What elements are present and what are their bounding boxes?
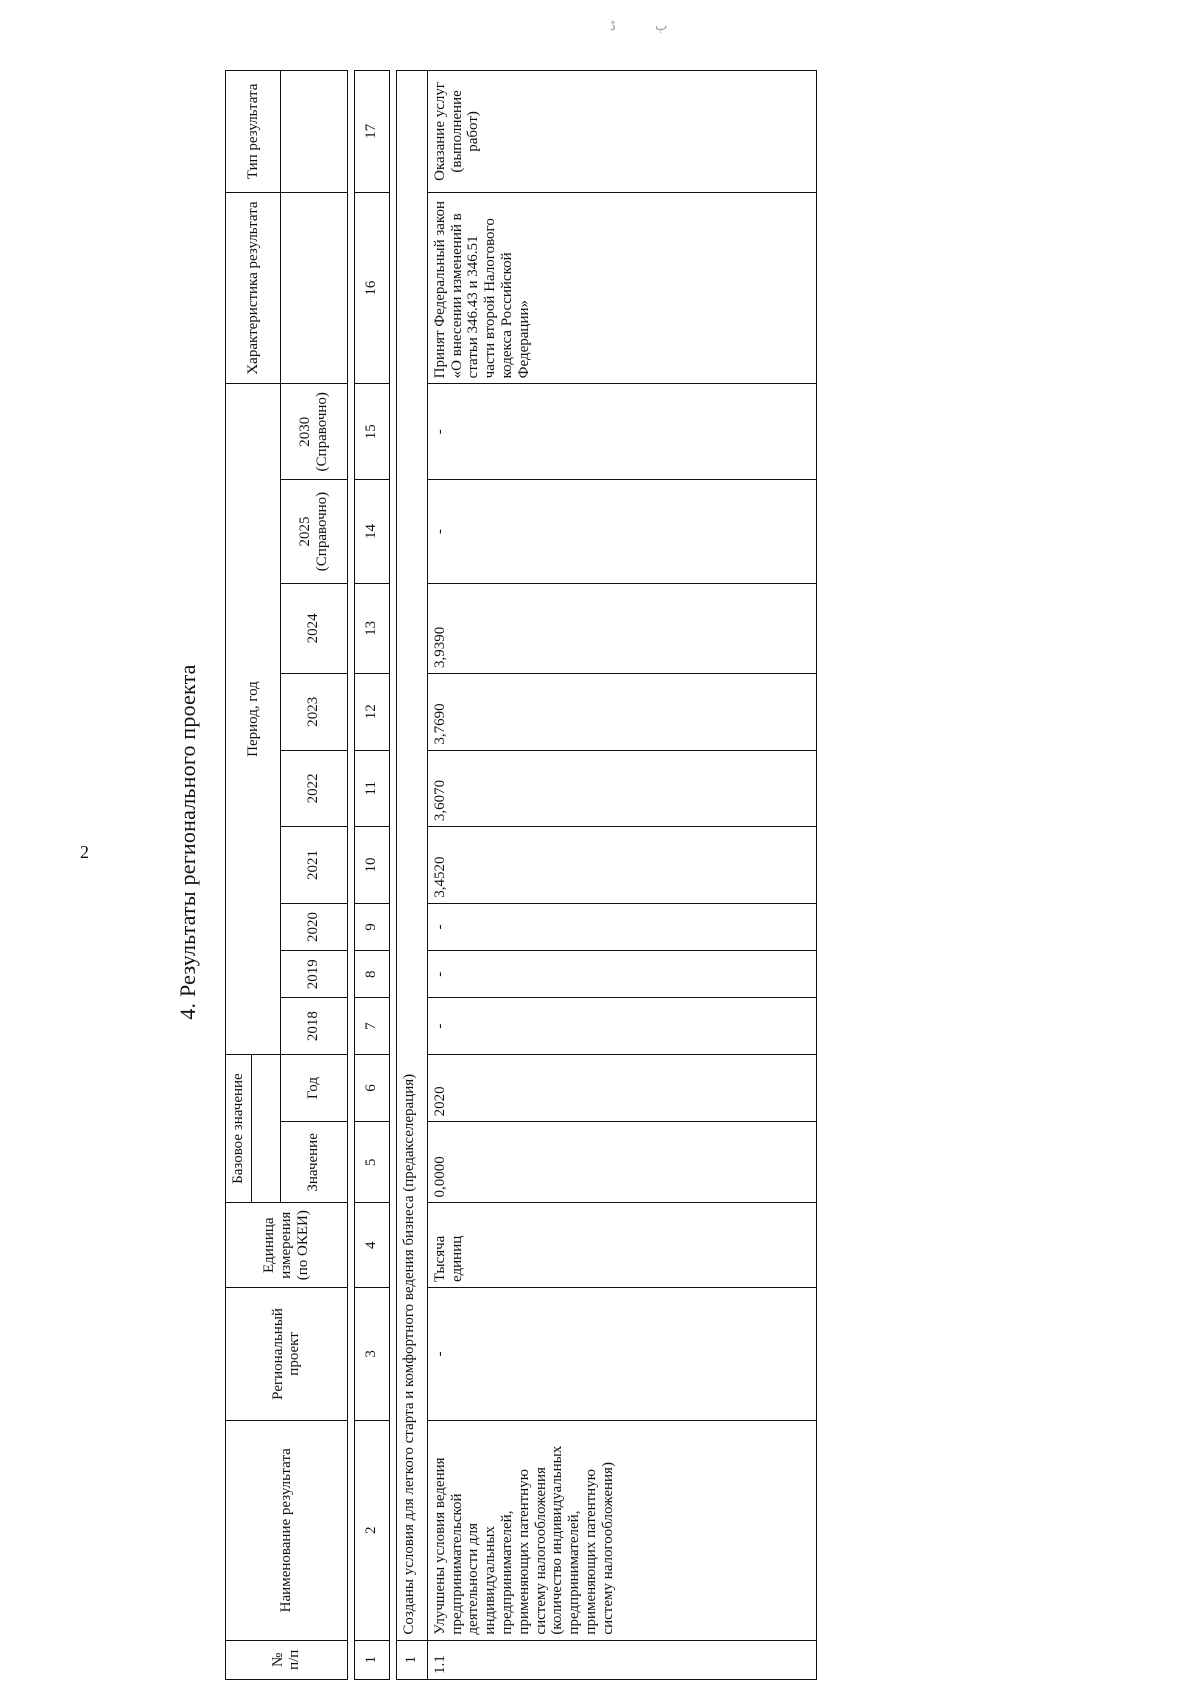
header-year: 2020 — [280, 903, 347, 950]
header-year: 2021 — [280, 827, 347, 904]
header-base-value: Базовое значение — [226, 1054, 252, 1203]
table-gap — [347, 71, 354, 1680]
header-base-year: Год — [280, 1054, 347, 1122]
header-characteristic: Характеристика результата — [226, 192, 281, 384]
column-number: 10 — [354, 827, 389, 904]
row-base-year: 2020 — [427, 1054, 816, 1122]
row-type: Оказание услуг (выполнение работ) — [427, 71, 816, 193]
header-regional-project: Региональный проект — [226, 1287, 348, 1420]
row-value: 3,7690 — [427, 673, 816, 750]
column-number: 11 — [354, 750, 389, 827]
header-year: 2030 (Справочно) — [280, 384, 347, 480]
header-year: 2024 — [280, 583, 347, 673]
column-numbers-row — [354, 71, 389, 1680]
header-year: 2018 — [280, 998, 347, 1054]
header-name: Наименование результата — [226, 1420, 348, 1640]
page-number: 2 — [80, 842, 89, 862]
column-number: 9 — [354, 903, 389, 950]
header-year: 2025 (Справочно) — [280, 480, 347, 584]
column-number: 16 — [354, 192, 389, 384]
column-number: 1 — [354, 1640, 389, 1679]
scan-mark: ڈ — [610, 18, 616, 33]
row-base-value: 0,0000 — [427, 1122, 816, 1203]
row-value: - — [427, 480, 816, 584]
row-value: - — [427, 998, 816, 1054]
row-value: 3,9390 — [427, 583, 816, 673]
header-period: Период, год — [226, 384, 281, 1054]
header-year: 2023 — [280, 673, 347, 750]
row-regional-project: - — [427, 1287, 816, 1420]
header-base-val: Значение — [280, 1122, 347, 1203]
row-num: 1.1 — [427, 1640, 816, 1679]
column-number: 2 — [354, 1420, 389, 1640]
column-number: 13 — [354, 583, 389, 673]
header-year: 2022 — [280, 750, 347, 827]
row-value: 3,6070 — [427, 750, 816, 827]
column-number: 5 — [354, 1122, 389, 1203]
header-type-empty — [280, 71, 347, 193]
column-number: 12 — [354, 673, 389, 750]
column-number: 15 — [354, 384, 389, 480]
column-number: 7 — [354, 998, 389, 1054]
column-number: 3 — [354, 1287, 389, 1420]
header-type: Тип результата — [226, 71, 281, 193]
row-value: - — [427, 951, 816, 998]
row-characteristic: Принят Федеральный закон «О внесении изменений в статьи 346.43 и 346.51 части второй Налогового кодекса Российской Федерации» — [427, 192, 816, 384]
page-title: 4. Результаты регионального проекта — [175, 664, 200, 1020]
results-table — [225, 70, 817, 1680]
section-title: Созданы условия для легкого старта и комфортного ведения бизнеса (предакселерация) — [396, 71, 427, 1641]
row-name: Улучшены условия ведения предпринимательской деятельности для индивидуальных предпринимателей, применяющих патентную систему налогообложения (количество индивидуальных предпринимателей, применяющих патентную систему налогообложения) — [427, 1420, 816, 1640]
header-unit: Единица измерения (по ОКЕИ) — [226, 1203, 348, 1288]
results-table-wrapper — [225, 70, 925, 1680]
header-num: № п/п — [226, 1640, 348, 1679]
row-value: - — [427, 384, 816, 480]
row-value: - — [427, 903, 816, 950]
row-unit: Тысяча единиц — [427, 1203, 816, 1288]
table-row — [427, 71, 816, 1680]
table-gap — [389, 71, 396, 1680]
section-row — [396, 71, 427, 1680]
section-num: 1 — [396, 1640, 427, 1679]
row-value: 3,4520 — [427, 827, 816, 904]
header-characteristic-empty — [280, 192, 347, 384]
header-base-spacer — [251, 1054, 280, 1203]
column-number: 6 — [354, 1054, 389, 1122]
scan-mark: ٻ — [655, 18, 668, 33]
column-number: 14 — [354, 480, 389, 584]
column-number: 17 — [354, 71, 389, 193]
column-number: 8 — [354, 951, 389, 998]
column-number: 4 — [354, 1203, 389, 1288]
header-year: 2019 — [280, 951, 347, 998]
